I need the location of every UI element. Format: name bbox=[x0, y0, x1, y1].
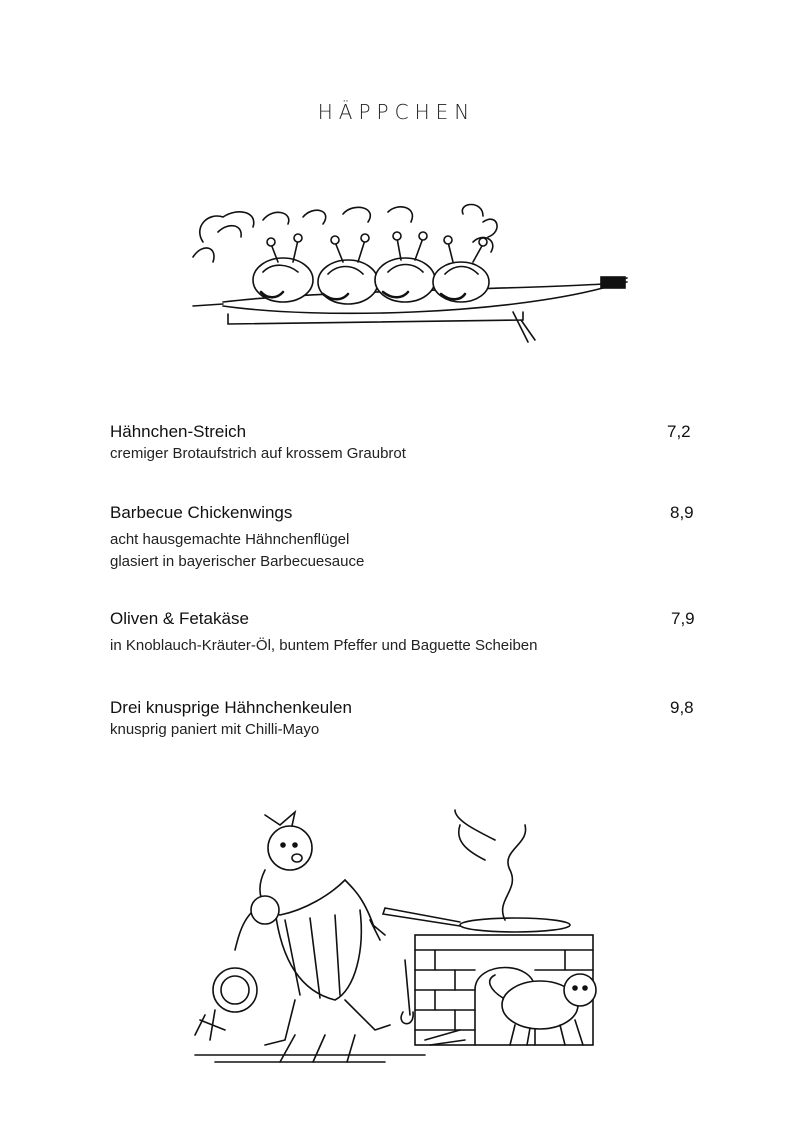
menu-item-name: Barbecue Chickenwings bbox=[110, 503, 293, 522]
menu-item bbox=[110, 421, 700, 465]
menu-item-name: Drei knusprige Hähnchenkeulen bbox=[110, 698, 352, 717]
menu-item-price: 8,9 bbox=[670, 503, 694, 522]
menu-item-description: glasiert in bayerischer Barbecuesauce bbox=[110, 553, 365, 570]
menu-item-name: Oliven & Fetakäse bbox=[110, 609, 249, 628]
menu-item bbox=[110, 502, 700, 573]
menu-item-name: Hähnchen-Streich bbox=[110, 422, 247, 441]
menu-item-price: 7,2 bbox=[667, 422, 691, 441]
menu-item-description: acht hausgemachte Hähnchenflügel bbox=[110, 531, 350, 548]
menu-item-price: 9,8 bbox=[670, 698, 694, 717]
page-title: HÄPPCHEN bbox=[317, 100, 476, 124]
menu-item-description: cremiger Brotaufstrich auf krossem Graubrot bbox=[110, 445, 406, 462]
menu-item-price: 7,9 bbox=[671, 609, 695, 628]
menu-item bbox=[110, 608, 700, 657]
menu-item-description: in Knoblauch-Kräuter-Öl, buntem Pfeffer und Baguette Scheiben bbox=[110, 637, 538, 654]
roast-chickens-illustration bbox=[183, 202, 631, 344]
cook-and-dog-illustration bbox=[185, 800, 605, 1068]
menu-item bbox=[110, 697, 700, 741]
menu-item-description: knusprig paniert mit Chilli-Mayo bbox=[110, 721, 320, 738]
